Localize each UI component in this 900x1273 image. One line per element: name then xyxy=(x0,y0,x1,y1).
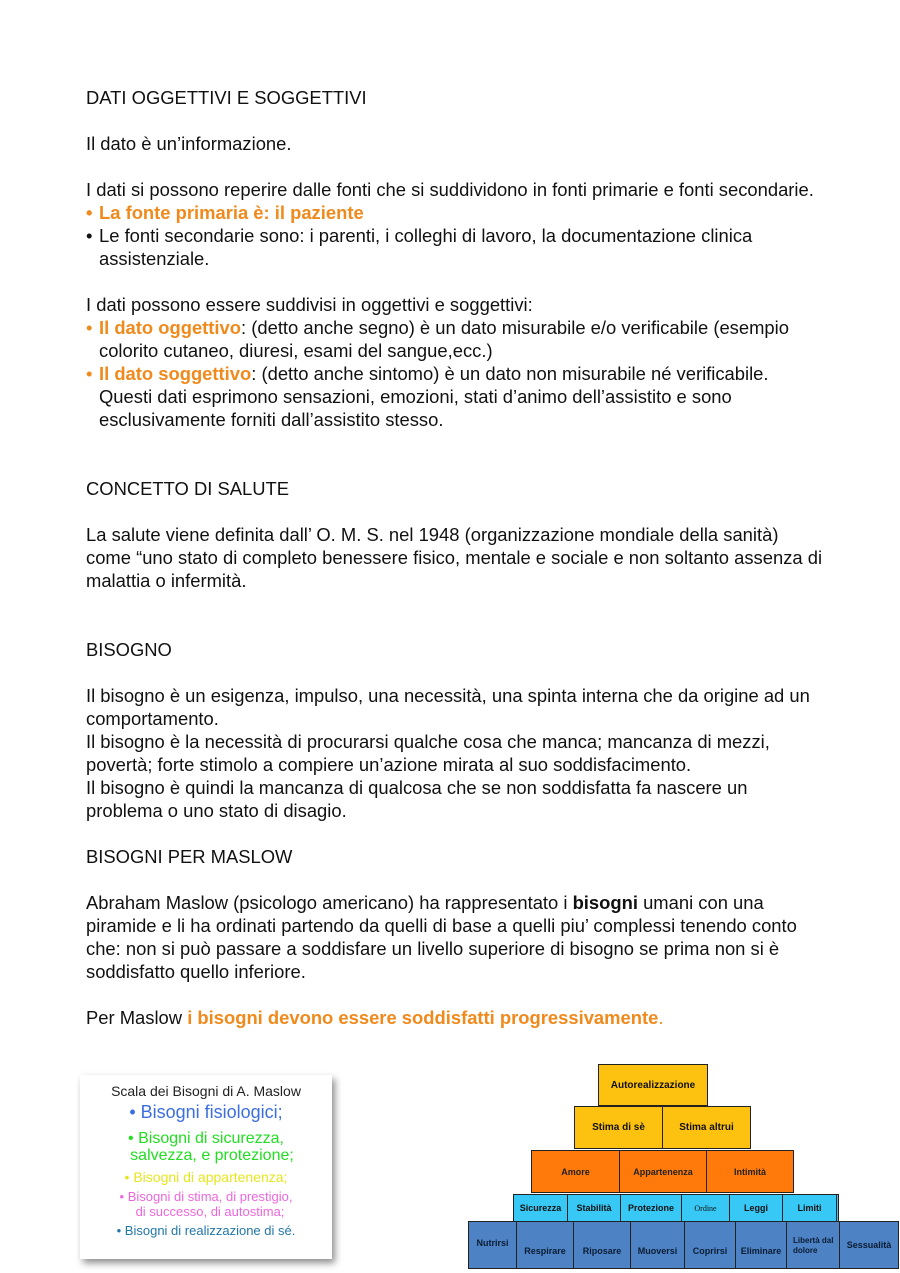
heading-salute: CONCETTO DI SALUTE xyxy=(86,478,290,499)
pyramid-cell-protezione: Protezione xyxy=(620,1194,682,1222)
legend-title: Scala dei Bisogni di A. Maslow xyxy=(111,1083,301,1099)
paragraph-maslow xyxy=(86,891,826,983)
heading-bisogno: BISOGNO xyxy=(86,639,172,660)
pyramid-cell-autorealizzazione: Autorealizzazione xyxy=(598,1064,708,1106)
legend-item-fisiologici: • Bisogni fisiologici; xyxy=(129,1102,283,1122)
pyramid-cell-riposare: Riposare xyxy=(573,1221,631,1269)
legend-item-stima-2: di successo, di autostima; xyxy=(135,1203,285,1219)
pyramid-cell-muoversi: Muoversi xyxy=(630,1221,685,1269)
pyramid-cell-limiti: Limiti xyxy=(782,1194,837,1222)
pyramid-cell-amore: Amore xyxy=(531,1150,620,1193)
pyramid-cell-empty xyxy=(836,1194,839,1222)
pyramid-cell-intimita: Intimità xyxy=(706,1150,794,1193)
pyramid-cell-coprirsi: Coprirsi xyxy=(684,1221,736,1269)
pyramid-cell-liberta-dolore: Libertà dal dolore xyxy=(786,1221,840,1269)
per-maslow-dot: . xyxy=(658,1007,664,1028)
pyramid-cell-nutrirsi: Nutrirsi xyxy=(468,1221,517,1269)
paragraph-suddivisi: I dati possono essere suddivisi in oggettivi e soggettivi: xyxy=(86,294,533,315)
maslow-text-a: Abraham Maslow (psicologo americano) ha rappresentato i xyxy=(86,892,573,913)
label-soggettivo: Il dato soggettivo xyxy=(99,363,252,384)
maslow-text-b: umani con una piramide e li ha ordinati partendo da quelli di base a quelli piu’ complessi tenendo conto che: non si può passare a soddisfare un livello superiore di bisogno se prima non si è soddisfatto quello inferiore. xyxy=(86,892,797,982)
paragraph-fonti: I dati si possono reperire dalle fonti che si suddividono in fonti primarie e fonti secondarie. xyxy=(86,179,814,200)
fonti-list xyxy=(86,201,826,270)
legend-item-stima-1: • Bisogni di stima, di prestigio, xyxy=(119,1189,293,1205)
paragraph-bisogno-3: Il bisogno è quindi la mancanza di qualcosa che se non soddisfatta fa nascere un problema o uno stato di disagio. xyxy=(86,777,748,821)
bullet-primaria: • La fonte primaria è: il paziente xyxy=(86,201,826,224)
bullet-oggettivo xyxy=(86,316,826,362)
text-soggettivo: : (detto anche sintomo) è un dato non misurabile né verificabile. Questi dati esprimono sensazioni, emozioni, stati d’animo dell’assistito e sono esclusivamente forniti dall’assistito stesso. xyxy=(99,363,769,430)
maslow-legend-box xyxy=(80,1075,332,1259)
dati-list xyxy=(86,316,826,431)
pyramid-cell-ordine: Ordine xyxy=(681,1194,730,1222)
paragraph-bisogno-1: Il bisogno è un esigenza, impulso, una necessità, una spinta interna che da origine ad un comportamento. xyxy=(86,685,810,729)
maslow-bold: bisogni xyxy=(572,892,638,913)
legend-item-appartenenza: • Bisogni di appartenenza; xyxy=(124,1168,288,1185)
paragraph-dato: Il dato è un’informazione. xyxy=(86,133,292,154)
per-maslow-text: Per Maslow xyxy=(86,1007,188,1028)
pyramid-cell-eliminare: Eliminare xyxy=(735,1221,787,1269)
pyramid-cell-leggi: Leggi xyxy=(729,1194,783,1222)
per-maslow-highlight: i bisogni devono essere soddisfatti progressivamente xyxy=(187,1007,659,1028)
pyramid-cell-appartenenza: Appartenenza xyxy=(619,1150,707,1193)
pyramid-cell-respirare: Respirare xyxy=(516,1221,574,1269)
text-oggettivo: : (detto anche segno) è un dato misurabile e/o verificabile (esempio colorito cutaneo, diuresi, esami del sangue,ecc.) xyxy=(99,317,789,361)
paragraph-salute: La salute viene definita dall’ O. M. S. nel 1948 (organizzazione mondiale della sanità) come “uno stato di completo benessere fisico, mentale e sociale e non soltanto assenza di malattia o infermità. xyxy=(86,524,823,591)
heading-maslow: BISOGNI PER MASLOW xyxy=(86,846,293,867)
pyramid-cell-sessualita: Sessualità xyxy=(839,1221,899,1269)
heading-dati: DATI OGGETTIVI E SOGGETTIVI xyxy=(86,87,367,108)
document-body xyxy=(86,86,826,1029)
label-oggettivo: Il dato oggettivo xyxy=(99,317,242,338)
bullet-soggettivo xyxy=(86,362,826,431)
legend-item-realizzazione: • Bisogni di realizzazione di sé. xyxy=(116,1222,296,1238)
paragraph-bisogno-2: Il bisogno è la necessità di procurarsi qualche cosa che manca; mancanza di mezzi, povertà; forte stimolo a compiere un’azione mirata al suo soddisfacimento. xyxy=(86,731,770,775)
legend-item-sicurezza-1: • Bisogni di sicurezza, xyxy=(128,1129,284,1147)
pyramid-cell-stima-altrui: Stima altrui xyxy=(662,1106,751,1149)
pyramid-cell-stabilita: Stabilità xyxy=(567,1194,621,1222)
legend-item-sicurezza-2: salvezza, e protezione; xyxy=(130,1147,294,1165)
bullet-secondarie: • Le fonti secondarie sono: i parenti, i colleghi di lavoro, la documentazione clinica assistenziale. xyxy=(86,224,826,270)
pyramid-cell-sicurezza: Sicurezza xyxy=(513,1194,568,1222)
paragraph-per-maslow xyxy=(86,1006,826,1029)
pyramid-cell-stima-se: Stima di sè xyxy=(574,1106,663,1149)
